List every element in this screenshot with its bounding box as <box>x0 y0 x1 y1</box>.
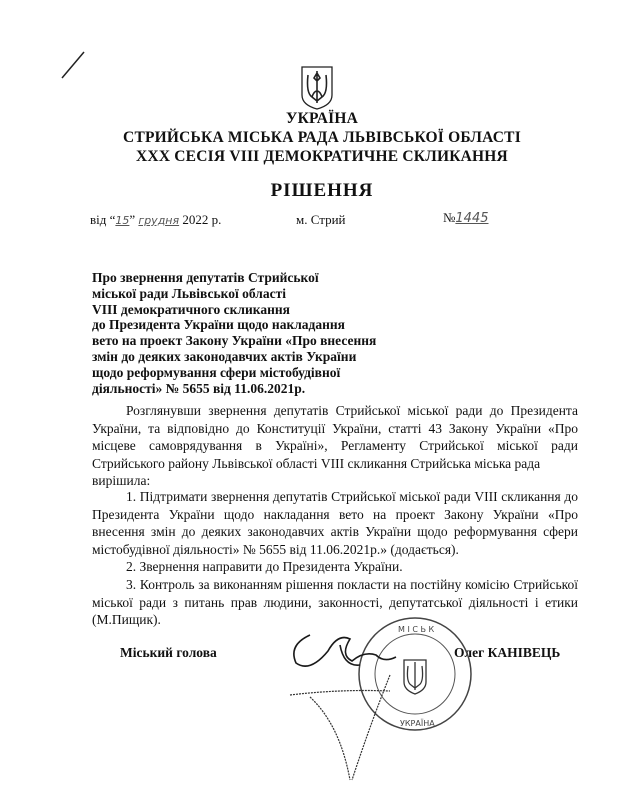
decision-subject <box>92 270 376 396</box>
decision-number <box>443 210 489 226</box>
session-heading: XXX СЕСІЯ VIII ДЕМОКРАТИЧНЕ СКЛИКАННЯ <box>136 148 508 165</box>
signatory-name: Олег КАНІВЕЦЬ <box>454 645 561 660</box>
pen-mark <box>60 50 100 90</box>
date-year: 2022 р. <box>182 212 222 227</box>
preamble <box>92 402 578 490</box>
date-mid: ” <box>129 212 136 227</box>
resolution-item: 1. Підтримати звернення депутатів Стрийської міської ради VIII скликання до Президента України щодо накладання вето на проект Закону України «Про внесення змін до деяких законодавчих актів України щодо реформування сфери містобудівної діяльності» № 5655 від 11.06.2021р.» (додається). <box>92 489 578 557</box>
decision-date <box>90 212 221 228</box>
svg-text:УКРАЇНА: УКРАЇНА <box>400 719 435 728</box>
handwritten-number: 1445 <box>455 211 489 226</box>
subject-line: діяльності» № 5655 від 11.06.2021р. <box>92 380 306 396</box>
signatory-position: Міський голова <box>120 645 217 660</box>
trident-emblem-icon <box>300 65 334 111</box>
number-prefix: № <box>443 210 456 225</box>
preamble-text: Розглянувши звернення депутатів Стрийської міської ради до Президента України, та відповідно до Конституції України, статті 43 Закону України «Про місцеве самоврядування в Україні», Регламенту Стрийської міської ради Стрийського району Львівської області VIII скликання Стрийська міська рада <box>92 403 578 471</box>
resolution-items <box>92 488 578 629</box>
subject-line: до Президента України щодо накладання <box>92 317 345 333</box>
subject-line: VIII демократичного скликання <box>92 301 290 317</box>
resolved-label: вирішила: <box>92 473 151 489</box>
subject-line: щодо реформування сфери містобудівної <box>92 364 341 380</box>
place: м. Стрий <box>296 212 346 227</box>
subject-line: вето на проект Закону України «Про внесення <box>92 333 377 349</box>
subject-line: змін до деяких законодавчих актів України <box>92 348 357 364</box>
resolution-item: 2. Звернення направити до Президента України. <box>126 559 403 575</box>
date-prefix: від “ <box>90 212 116 227</box>
subject-line: Про звернення депутатів Стрийської <box>92 270 319 285</box>
handwritten-month: грудня <box>138 214 180 227</box>
subject-line: міської ради Львівської області <box>92 285 286 301</box>
svg-text:М І С Ь К: М І С Ь К <box>398 625 435 634</box>
handwritten-signature <box>280 615 470 785</box>
council-heading: СТРИЙСЬКА МІСЬКА РАДА ЛЬВІВСЬКОЇ ОБЛАСТІ <box>123 129 521 146</box>
handwritten-day: 15 <box>115 214 130 227</box>
country-heading: УКРАЇНА <box>286 110 358 127</box>
resolution-item: 3. Контроль за виконанням рішення покласти на постійну комісію Стрийської міської ради з питань прав людини, законності, депутатської діяльності і етики (М.Пищик). <box>92 576 578 628</box>
document-title: РІШЕННЯ <box>270 180 374 201</box>
